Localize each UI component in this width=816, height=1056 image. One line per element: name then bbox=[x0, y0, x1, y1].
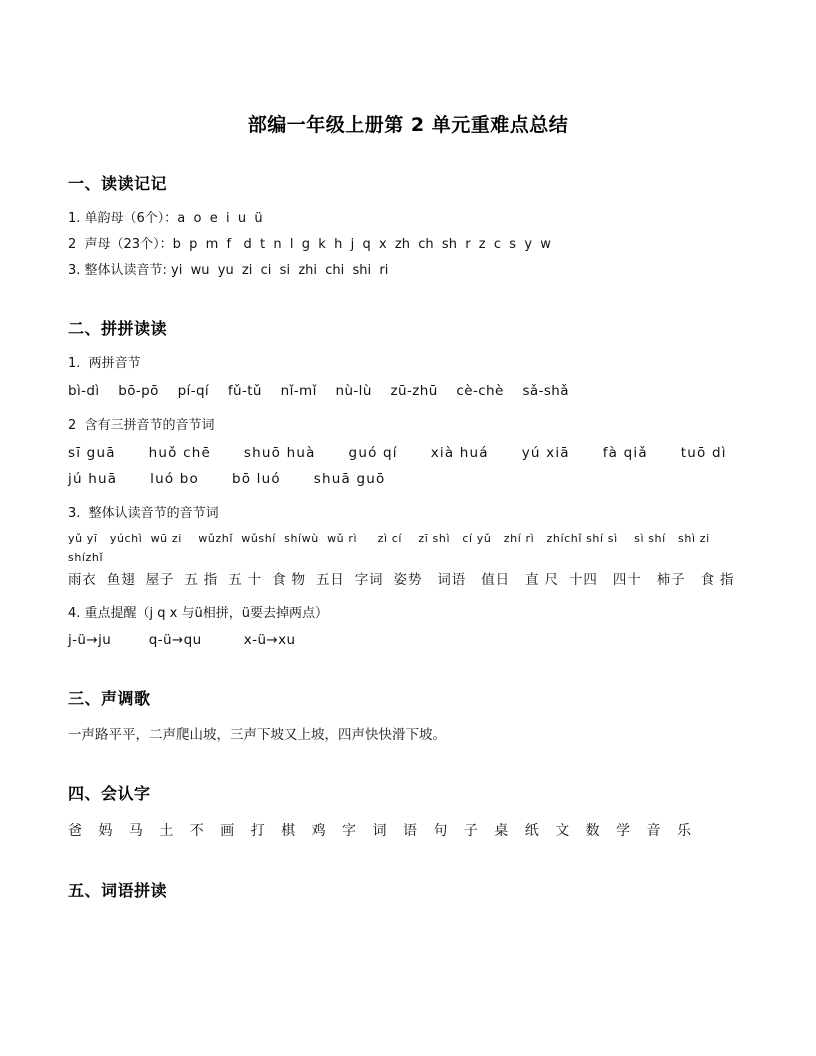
section-body-3 bbox=[68, 723, 748, 747]
character-list: 爸 妈 马 土 不 画 打 棋 鸡 字 词 语 句 子 桌 纸 文 数 学 音 乐 bbox=[68, 823, 698, 839]
section-body-4 bbox=[68, 818, 748, 844]
list-item: 3. 整体认读音节: yi wu yu zi ci si zhi chi shi ri bbox=[68, 263, 389, 278]
pinyin-row: sī guā huǒ chē shuō huà guó qí xià huá yú xiā fà qiǎ tuō dì bbox=[68, 445, 727, 461]
list-item-label: 2 含有三拼音节的音节词 bbox=[68, 418, 215, 433]
list-item-label: 3. 整体认读音节的音节词 bbox=[68, 506, 219, 521]
page-title: 部编一年级上册第 2 单元重难点总结 bbox=[247, 114, 569, 136]
list-item: 2 声母（23个）：b p m f d t n l g k h j q x zh ch sh r z c s y w bbox=[68, 237, 551, 252]
pinyin-row: jú huā luó bo bō luó shuā guō bbox=[68, 471, 386, 487]
tone-song-text: 一声路平平，二声爬山坡，三声下坡又上坡，四声快快滑下坡。 bbox=[68, 727, 446, 743]
pinyin-row-small: yǔ yī yúchì wū zi wǔzhǐ wǔshí shíwù wǔ rì zì cí zī shì cí yǔ zhí rì zhíchǐ shí sì sì shí shì zi shízhǐ bbox=[68, 532, 718, 564]
list-item-label: 4. 重点提醒（j q x 与ü相拼，ü要去掉两点） bbox=[68, 606, 328, 621]
section-heading-2: 二、拼拼读读 bbox=[68, 319, 168, 338]
section-body-2 bbox=[68, 353, 748, 652]
list-item: 1. 单韵母（6个）：a o e i u ü bbox=[68, 211, 263, 226]
pinyin-row: bì-dì bō-pō pí-qí fǔ-tǔ nǐ-mǐ nù-lù zū-zhū cè-chè sǎ-shǎ bbox=[68, 383, 569, 399]
list-item-label: 1. 两拼音节 bbox=[68, 356, 141, 371]
section-body-1 bbox=[68, 208, 748, 282]
section-heading-5: 五、词语拼读 bbox=[68, 881, 168, 900]
section-heading-3: 三、声调歌 bbox=[68, 689, 151, 708]
section-heading-4: 四、会认字 bbox=[68, 784, 151, 803]
pinyin-row: j-ü→ju q-ü→qu x-ü→xu bbox=[68, 632, 296, 648]
section-heading-1: 一、读读记记 bbox=[68, 174, 168, 193]
hanzi-row: 雨衣 鱼翅 屋子 五 指 五 十 食 物 五日 字词 姿势 词语 值日 直 尺 十四 四十 柿子 食 指 bbox=[68, 572, 735, 588]
